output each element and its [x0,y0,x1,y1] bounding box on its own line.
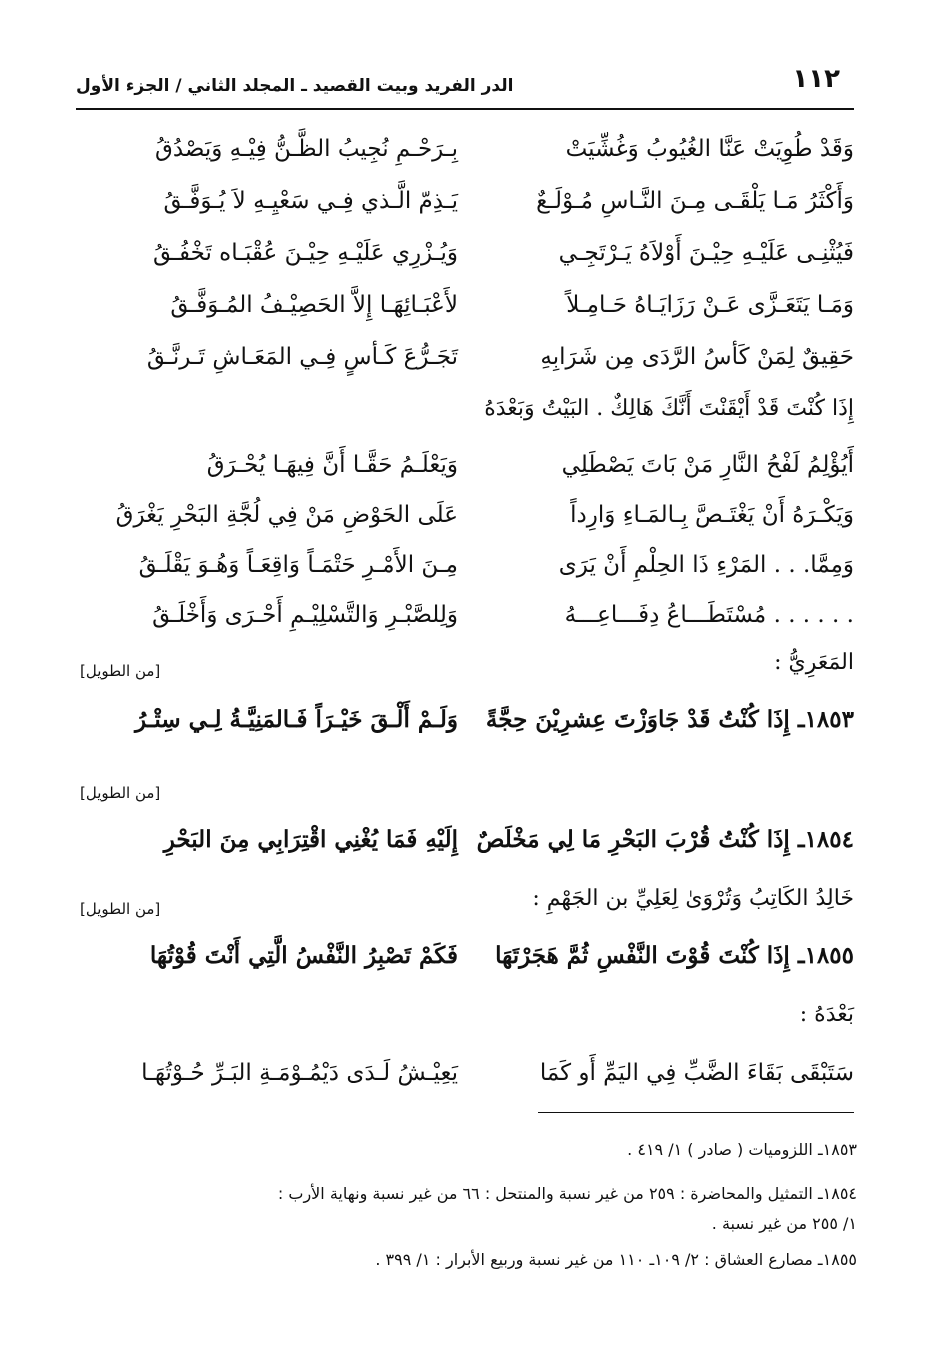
verse-second-hemistich: إِلَيْهِ فَمَا يُغْنِي اقْتِرَابِي مِنَ البَحْرِ [163,826,458,853]
verse-line [98,188,854,232]
verse-first-hemistich: سَتَبْقَى بَقَاءَ الضَّبِّ فِي اليَمِّ أَو كَمَا [539,1060,854,1086]
verse-first-hemistich: فَيُثْنِـى عَلَيْـهِ حِيْـنَ أَوْلاَهُ يَـرْتَجِـي [558,240,854,266]
verse-1854 [98,826,854,870]
verse-second-hemistich: تَجَـرُّعَ كَـأسٍ فِـي المَعَـاشِ تَـرنَّـقُ [146,344,458,370]
verse-second-hemistich: وَلَـمْ أَلْـقَ خَيْـرَاً فَـالمَنِيَّـةُ لِـي سِتْـرُ [134,706,458,733]
verse-second-hemistich: عَلَى الحَوْضِ مَنْ فِي لُجَّةِ البَحْرِ يَغْرَقُ [115,502,458,528]
verse-line [98,136,854,180]
verse-line [98,292,854,336]
verse-second-hemistich: فَكَمْ تَصْبِرُ النَّفْسُ الَّتِي أَنْتَ قُوْتُهَا [149,942,458,969]
verse-first-hemistich: وَيَكْـرَهُ أَنْ يَغْتَـصَّ بِـالمَـاءِ وَارِداً [570,502,854,528]
running-title: الدر الفريد وبيت القصيد ـ المجلد الثاني / الجزء الأول [76,76,514,96]
verse-first-hemistich: أَيُؤْلِمُ لَفْحُ النَّارِ مَنْ بَاتَ يَصْطَلِي [561,452,854,478]
verse-second-hemistich: وَيُـزْرِي عَلَيْـهِ حِيْـنَ عُقْبَـاه تَخْفُـقُ [153,240,458,266]
verse-first-hemistich: . . . . . . مُسْتَطَـــاعُ دِفَـــاعِـــهُ [564,602,854,628]
verse-second-hemistich: مِـنَ الأَمْـرِ حَتْمَـاً وَاقِعَـاً وَهُـوَ يَقْلَـقُ [138,552,458,578]
verse-first-hemistich: وَمِمَّا. . . المَرْءِ ذَا الحِلْمِ أَنْ يَرَى [558,552,854,578]
verse-first-hemistich: وَمَـا يَتَعَـزَّى عَـنْ رَزَايَـاهُ حَـامِـلاً [566,292,854,318]
verse-first-hemistich: وَأَكْثَرُ مَـا يَلْقَـى مِـنَ النَّـاسِ مُـوْلَـعٌ [536,188,854,214]
verse-line [98,240,854,284]
prose-line: إِذَا كُنْتَ قَدْ أَيْقَنْتَ أَنَّكَ هَالِكٌ . البَيْتُ وَبَعْدَهُ [484,396,854,421]
meter-label: [من الطويل] [80,900,161,918]
page-number: ١١٢ [792,64,840,94]
verse-line [98,1060,854,1104]
meter-label: [من الطويل] [80,662,161,680]
footnote: ١٨٥٥ـ مصارع العشاق : ٢/ ١٠٩ـ ١١٠ من غير نسبة وربيع الأبرار : ١/ ٣٩٩ . [375,1250,857,1269]
verse-first-hemistich: وَقَدْ طُوِيَتْ عَنَّا الغُيُوبُ وَغُشِّيَتْ [565,136,854,162]
verse-second-hemistich: بِـرَحْـمِ نُجِيبُ الظَّـنُّ فِيْـهِ وَيَصْدُقُ [155,136,458,162]
verse-second-hemistich: وَيَعْلَـمُ حَقَّـا أَنَّ فِيهَـا يُحْـرَقُ [206,452,458,478]
verse-line [98,552,854,596]
verse-line [98,602,854,646]
verse-first-hemistich: حَقِيقٌ لِمَنْ كَأسُ الرَّدَى مِن شَرَابِهِ [540,344,854,370]
verse-first-hemistich: ١٨٥٥ـ إِذَا كُنْتَ قُوْتَ النَّفْسِ ثُمَّ هَجَرْتَهَا [495,942,854,969]
footnote: ١٨٥٤ـ التمثيل والمحاضرة : ٢٥٩ من غير نسبة والمنتحل : ٦٦ من غير نسبة ونهاية الأرب : [277,1184,857,1203]
footnote: ١٨٥٣ـ اللزوميات ( صادر ) ١/ ٤١٩ . [627,1140,857,1159]
meter-label: [من الطويل] [80,784,161,802]
footnote-divider [538,1112,854,1113]
verse-second-hemistich: وَلِلصَّبْـرِ وَالتَّسْلِيْـمِ أَحْـرَى وَأَخْلَـقُ [152,602,458,628]
verse-second-hemistich: لأَعْبَـائِهَـا إِلاَّ الحَصِيْـفُ المُـوَفَّـقُ [170,292,458,318]
verse-1853 [98,706,854,750]
poet-attribution: خَالِدُ الكَاتِبُ وَتُرْوَىٰ لِعَلِيِّ بن الجَهْمِ : [532,886,854,911]
prose-line: بَعْدَهُ : [799,1002,854,1027]
verse-line [98,452,854,496]
verse-line [98,344,854,388]
verse-second-hemistich: يَـذِمّ الَّـذي فِـي سَعْيِـهِ لاَ يُـوَفَّـقُ [163,188,458,214]
verse-1855 [98,942,854,986]
verse-line [98,502,854,546]
verse-first-hemistich: ١٨٥٣ـ إِذَا كُنْتُ قَدْ جَاوَزْتَ عِشرِيْنَ حِجَّةً [485,706,854,733]
verse-first-hemistich: ١٨٥٤ـ إِذَا كُنْتُ قُرْبَ البَحْرِ مَا لِي مَخْلَصٌ [476,826,854,853]
poet-attribution: المَعَرِيُّ : [774,650,854,675]
page-header [76,62,854,110]
verse-second-hemistich: يَعِيْـشُ لَـدَى دَيْمُـوْمَـةِ البَـرِّ حُـوْتُهَـا [141,1060,458,1086]
footnote-continuation: ١/ ٢٥٥ من غير نسبة . [711,1214,857,1233]
